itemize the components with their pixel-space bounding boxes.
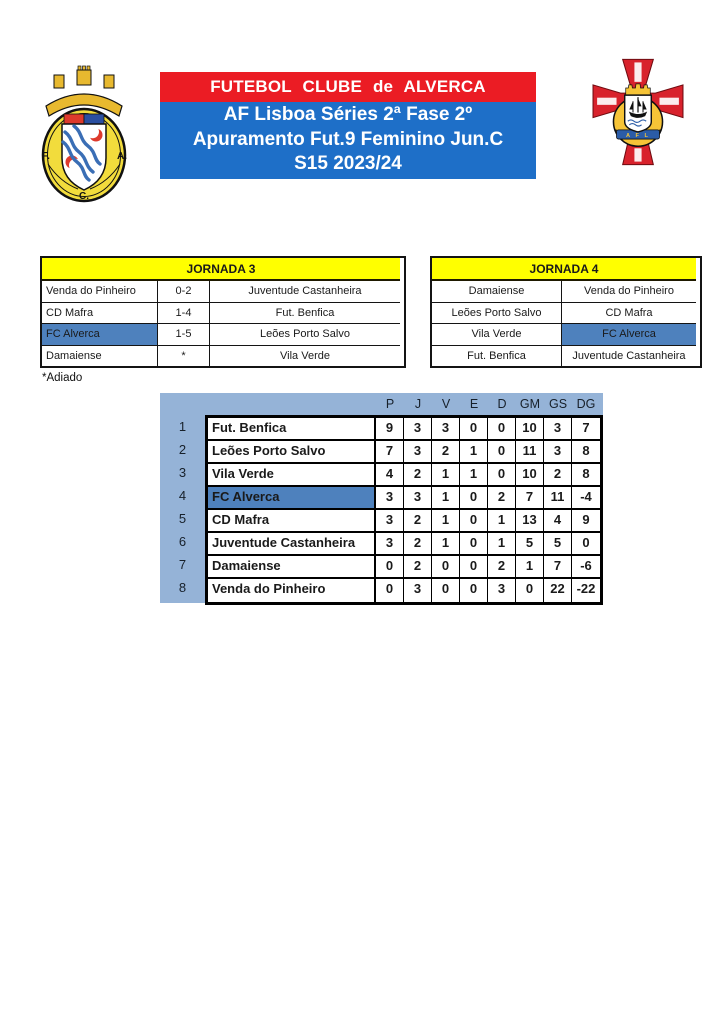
stat-p: 0 [376, 579, 404, 602]
match-away: Juventude Castanheira [562, 346, 696, 366]
logo-letter-f: F. [42, 151, 50, 162]
stat-p: 0 [376, 556, 404, 579]
match-score: * [158, 346, 210, 366]
col-header-gs: GS [548, 397, 568, 411]
stat-e: 0 [460, 510, 488, 533]
afl-logo [592, 58, 684, 166]
crown-icon [626, 84, 651, 95]
stat-v: 3 [432, 418, 460, 441]
stat-gs: 3 [544, 418, 572, 441]
stat-p: 3 [376, 533, 404, 556]
stat-gs: 5 [544, 533, 572, 556]
match-home: Fut. Benfica [432, 346, 562, 366]
competition-line-3: S15 2023/24 [294, 153, 402, 174]
stat-d: 0 [488, 441, 516, 464]
stat-d: 0 [488, 464, 516, 487]
jornada3-table [40, 256, 406, 368]
stat-dg: 0 [572, 533, 600, 556]
col-header-dg: DG [576, 397, 596, 411]
team-name: Leões Porto Salvo [208, 441, 376, 464]
match-home: Damaiense [42, 346, 158, 366]
rank-1: 1 [178, 419, 187, 434]
match-home: Vila Verde [432, 324, 562, 346]
stat-e: 1 [460, 464, 488, 487]
stat-j: 2 [404, 510, 432, 533]
chief-red [64, 114, 84, 124]
stat-gm: 0 [516, 579, 544, 602]
match-score: 1-4 [158, 303, 210, 325]
col-header-v: V [441, 397, 451, 411]
stat-p: 3 [376, 487, 404, 510]
stat-j: 3 [404, 487, 432, 510]
stat-d: 1 [488, 533, 516, 556]
stat-e: 0 [460, 556, 488, 579]
stat-v: 1 [432, 464, 460, 487]
stat-gm: 10 [516, 464, 544, 487]
stat-d: 3 [488, 579, 516, 602]
stat-p: 9 [376, 418, 404, 441]
stat-gs: 7 [544, 556, 572, 579]
match-away-highlighted: FC Alverca [562, 324, 696, 346]
col-header-e: E [469, 397, 479, 411]
logo-letter-c: C. [79, 191, 89, 202]
stat-e: 0 [460, 487, 488, 510]
stat-d: 1 [488, 510, 516, 533]
jornada4-table [430, 256, 702, 368]
stat-v: 1 [432, 510, 460, 533]
header-banner [160, 72, 536, 179]
stat-v: 1 [432, 487, 460, 510]
match-home: Damaiense [432, 281, 562, 303]
match-home: Venda do Pinheiro [42, 281, 158, 303]
stat-gs: 11 [544, 487, 572, 510]
fc-alverca-logo [34, 58, 134, 206]
stat-gm: 13 [516, 510, 544, 533]
col-header-d: D [497, 397, 507, 411]
team-name-highlighted: FC Alverca [208, 487, 376, 510]
stat-gs: 22 [544, 579, 572, 602]
stat-gm: 10 [516, 418, 544, 441]
stat-gm: 7 [516, 487, 544, 510]
stat-p: 4 [376, 464, 404, 487]
standings-table [205, 415, 603, 605]
afl-letters: A F L [625, 133, 651, 140]
stat-j: 2 [404, 464, 432, 487]
stat-j: 3 [404, 418, 432, 441]
rank-2: 2 [178, 442, 187, 457]
stat-j: 3 [404, 441, 432, 464]
stat-d: 2 [488, 556, 516, 579]
jornada4-title: JORNADA 4 [432, 258, 696, 281]
stat-v: 0 [432, 556, 460, 579]
stat-dg: -4 [572, 487, 600, 510]
stat-j: 2 [404, 556, 432, 579]
stat-gm: 5 [516, 533, 544, 556]
col-header-p: P [385, 397, 395, 411]
stat-gm: 11 [516, 441, 544, 464]
stat-e: 0 [460, 533, 488, 556]
team-name: Fut. Benfica [208, 418, 376, 441]
stat-j: 2 [404, 533, 432, 556]
rank-8: 8 [178, 580, 187, 595]
team-name: Damaiense [208, 556, 376, 579]
match-away: Leões Porto Salvo [210, 324, 400, 346]
match-away: Fut. Benfica [210, 303, 400, 325]
team-name: CD Mafra [208, 510, 376, 533]
stat-v: 1 [432, 533, 460, 556]
stat-j: 3 [404, 579, 432, 602]
stat-dg: 8 [572, 464, 600, 487]
stat-dg: 7 [572, 418, 600, 441]
rank-6: 6 [178, 534, 187, 549]
match-home: CD Mafra [42, 303, 158, 325]
chief-blue [84, 114, 104, 124]
postponed-note: *Adiado [42, 372, 83, 384]
competition-line-1: AF Lisboa Séries 2ª Fase 2º [223, 104, 473, 125]
rank-4: 4 [178, 488, 187, 503]
match-away: Venda do Pinheiro [562, 281, 696, 303]
stat-dg: -6 [572, 556, 600, 579]
stat-gs: 3 [544, 441, 572, 464]
stat-dg: -22 [572, 579, 600, 602]
team-name: Vila Verde [208, 464, 376, 487]
stat-p: 7 [376, 441, 404, 464]
match-away: Juventude Castanheira [210, 281, 400, 303]
jornada3-title: JORNADA 3 [42, 258, 400, 281]
stat-d: 2 [488, 487, 516, 510]
rank-5: 5 [178, 511, 187, 526]
col-header-gm: GM [519, 397, 541, 411]
stat-dg: 9 [572, 510, 600, 533]
stat-dg: 8 [572, 441, 600, 464]
stat-gm: 1 [516, 556, 544, 579]
team-name: Venda do Pinheiro [208, 579, 376, 602]
match-score: 0-2 [158, 281, 210, 303]
col-header-j: J [414, 397, 422, 411]
stat-p: 3 [376, 510, 404, 533]
fc-alverca-crest-icon [34, 58, 134, 206]
stat-e: 0 [460, 418, 488, 441]
standings-panel [160, 393, 603, 603]
stat-e: 1 [460, 441, 488, 464]
match-away: CD Mafra [562, 303, 696, 325]
competition-line-2: Apuramento Fut.9 Feminino Jun.C [192, 128, 504, 150]
rank-7: 7 [178, 557, 187, 572]
match-home: Leões Porto Salvo [432, 303, 562, 325]
match-away: Vila Verde [210, 346, 400, 366]
logo-letter-a: A. [117, 151, 127, 162]
stat-gs: 4 [544, 510, 572, 533]
stat-v: 0 [432, 579, 460, 602]
match-home-highlighted: FC Alverca [42, 324, 158, 346]
afl-crest-icon [592, 58, 684, 166]
stat-v: 2 [432, 441, 460, 464]
club-name-banner: FUTEBOL CLUBE de ALVERCA [160, 72, 536, 102]
team-name: Juventude Castanheira [208, 533, 376, 556]
stat-e: 0 [460, 579, 488, 602]
rank-3: 3 [178, 465, 187, 480]
competition-banner [160, 102, 536, 179]
stat-gs: 2 [544, 464, 572, 487]
match-score: 1-5 [158, 324, 210, 346]
stat-d: 0 [488, 418, 516, 441]
